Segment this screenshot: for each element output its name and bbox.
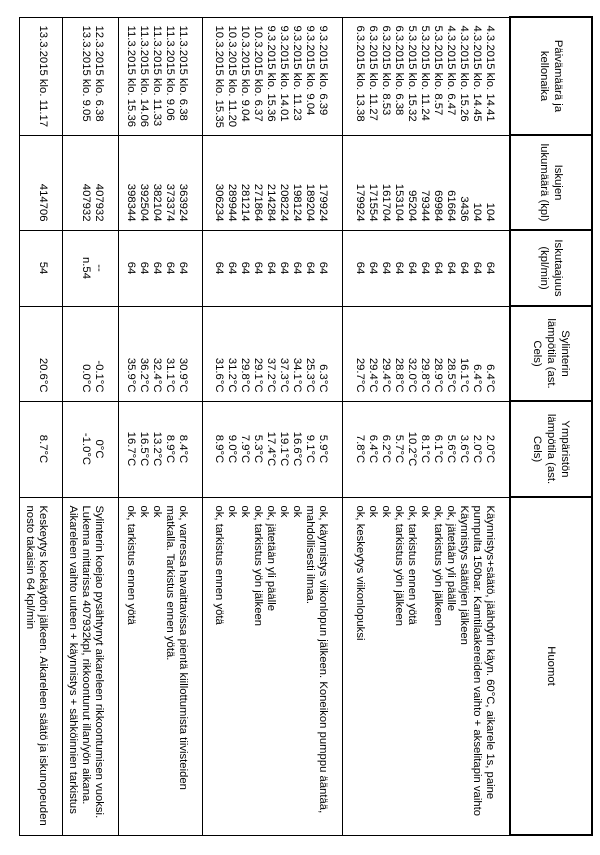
ambient-temp-cell: 13.2°C	[151, 431, 164, 467]
note-cell: ok, tarkistus yön jälkeen	[393, 505, 405, 627]
ambient-temp-cell	[23, 406, 36, 493]
cylinder-temp-cell: 29.8°C	[419, 357, 431, 393]
date-cell: 10.3.2015 klo. 6.37	[251, 25, 264, 122]
date-cell: 4.3.2015 klo. 6.47	[445, 25, 457, 116]
count-column-block	[62, 135, 118, 230]
note-cell: Käynnistys säätöjen jälkeen	[458, 505, 470, 645]
table-row-group	[62, 17, 118, 835]
ambient-temp-cell: 19.1°C	[277, 431, 290, 467]
rate-cell: 64	[432, 261, 444, 275]
ambient-temp-cell: 5.6°C	[445, 434, 457, 464]
cylinder-temp-cell: 29.4°C	[380, 357, 392, 393]
rate-cell: 64	[419, 261, 431, 275]
count-cell: 214284	[264, 183, 277, 222]
cylinder-temp-cell: 30.9°C	[177, 357, 190, 393]
count-cell: 3436	[458, 196, 470, 222]
count-column-block	[203, 135, 343, 230]
date-cell: 11.3.2015 klo. 14.06	[138, 25, 151, 128]
count-cell: 95204	[406, 190, 418, 222]
ambient-temp-cell: 8.7°C	[36, 434, 49, 464]
count-cell: 171554	[367, 183, 379, 222]
note-cell: ok, tarkistus ennen yötä	[212, 505, 225, 625]
date-cell: 5.3.2015 klo. 11.24	[419, 25, 431, 121]
date-cell	[23, 22, 36, 131]
note-cell: ok	[380, 505, 392, 518]
ambient-temp-cell: 0°C	[93, 439, 106, 459]
rate-cell: 64	[164, 261, 177, 275]
ambient-temp-cell: 5.3°C	[251, 434, 264, 464]
note-cell: Käynnistys+säätö, jäähdytin käyn. 60°C, aikarele 1s, paine	[484, 505, 496, 800]
cylinder-temp-cell: 6.4°C	[471, 364, 483, 393]
cylinder-temp-cell: 0.0°C	[80, 364, 93, 393]
count-cell: 179924	[316, 183, 329, 222]
ambient-temp-cell: 7.8°C	[354, 434, 366, 464]
note-cell: ok, jätetään yli päälle	[445, 505, 457, 612]
ambient-temp-cell: 9.1°C	[303, 434, 316, 464]
date-cell: 11.3.2015 klo. 11.33	[151, 25, 164, 127]
cylinder-temp-cell: 37.3°C	[277, 357, 290, 393]
rate-column-block	[119, 230, 203, 306]
rate-cell: 64	[303, 261, 316, 275]
rate-column-block	[203, 230, 343, 306]
note-cell: ok, tarkistus ennen yötä	[125, 505, 138, 625]
ambient-temp-cell: 5.7°C	[393, 434, 405, 464]
cylinder-temp-cell: 20.6°C	[36, 357, 49, 393]
count-column-block	[342, 135, 510, 230]
count-cell: 271864	[251, 183, 264, 222]
note-column-block	[20, 497, 63, 835]
note-cell: ok, käynnistys viikonlopun jälkeen. Koneikon pumppu ääntää,	[316, 505, 329, 814]
note-cell: ok, varressa havaittavissa pientä kiillottumista tiivisteiden	[177, 505, 190, 790]
date-cell: 9.3.2015 klo. 15.36	[264, 25, 277, 122]
date-column-block	[203, 17, 343, 135]
count-cell: 398344	[125, 183, 138, 222]
cylinder-temp-column-block	[20, 306, 63, 401]
note-cell: ok	[277, 505, 290, 518]
rate-cell: 64	[138, 261, 151, 275]
cylinder-temp-column-block	[342, 306, 510, 401]
count-cell: 363924	[177, 183, 190, 222]
header-rate: Iskutaajuus (kpl/min)	[510, 230, 592, 306]
date-cell	[66, 22, 79, 131]
date-cell: 11.3.2015 klo. 9.06	[164, 25, 177, 121]
date-cell: 6.3.2015 klo. 13.38	[354, 25, 366, 122]
note-cell: ok	[138, 505, 151, 518]
note-cell: mahdollisesti ilmaa.	[303, 505, 316, 605]
date-cell: 9.3.2015 klo. 14.01	[277, 25, 290, 122]
rate-cell: 64	[380, 261, 392, 275]
note-cell: ok	[367, 505, 379, 518]
ambient-temp-cell: 5.9°C	[316, 434, 329, 464]
note-cell: ok, tarkistus yön jälkeen	[251, 505, 264, 627]
count-cell: 414706	[36, 183, 49, 222]
date-cell: 5.3.2015 klo. 8.57	[432, 25, 444, 116]
note-cell: Keskeytys koekäytön jälkeen. Aikareleen säätö ja iskunopeuden	[36, 505, 49, 826]
cylinder-temp-cell: 31.6°C	[212, 357, 225, 393]
rate-cell: 64	[277, 261, 290, 275]
rate-cell: n.54	[80, 257, 93, 279]
ambient-temp-cell: 16.6°C	[290, 431, 303, 467]
rate-column-block	[20, 230, 63, 306]
cylinder-temp-cell: 31.1°C	[164, 357, 177, 393]
rate-cell: 64	[354, 261, 366, 275]
note-cell: ok, tarkistus ennen yötä	[406, 505, 418, 625]
note-cell: ok	[419, 505, 431, 518]
header-ambient-temp: Ympäristön lämpötila (ast. Cels)	[510, 401, 592, 497]
cylinder-temp-cell: 32.4°C	[151, 357, 164, 393]
table-row-group	[119, 17, 203, 835]
rate-cell: 64	[151, 261, 164, 275]
cylinder-temp-cell: 32.0°C	[406, 357, 418, 393]
cylinder-temp-cell: 16.1°C	[458, 357, 470, 393]
count-cell: 407932	[80, 183, 93, 222]
cylinder-temp-cell: 29.7°C	[354, 357, 366, 393]
ambient-temp-cell: 6.1°C	[432, 434, 444, 464]
cylinder-temp-cell: -0.1°C	[93, 360, 106, 393]
ambient-temp-cell: 8.4°C	[177, 434, 190, 464]
rate-cell: 64	[290, 261, 303, 275]
ambient-temp-cell: 2.0°C	[471, 434, 483, 464]
rate-cell: 64	[445, 261, 457, 275]
date-cell: 4.3.2015 klo. 14.45	[471, 25, 483, 122]
note-column-block	[62, 497, 118, 835]
cylinder-temp-cell: 37.2°C	[264, 357, 277, 393]
date-cell: 13.3.2015 klo. 9.05	[80, 25, 93, 122]
count-cell: 407932	[93, 183, 106, 222]
cylinder-temp-cell: 28.5°C	[445, 357, 457, 393]
header-notes: Huomot	[510, 497, 592, 835]
date-cell: 6.3.2015 klo. 6.38	[393, 25, 405, 116]
ambient-temp-cell	[66, 406, 79, 493]
table-body	[20, 17, 511, 835]
ambient-temp-column-block	[62, 401, 118, 497]
ambient-temp-column-block	[119, 401, 203, 497]
date-cell: 13.3.2015 klo. 11.17	[36, 25, 49, 128]
ambient-temp-cell: 16.7°C	[125, 431, 138, 467]
note-column-block	[203, 497, 343, 835]
count-column-block	[119, 135, 203, 230]
rate-cell: 64	[484, 261, 496, 275]
note-cell: Sylinterin koejao pysähtynyt aikareleen rikkoontumisen vuoksi.	[93, 505, 106, 819]
cylinder-temp-cell: 29.1°C	[251, 357, 264, 393]
rate-cell: --	[93, 264, 106, 272]
cylinder-temp-cell: 34.1°C	[290, 357, 303, 393]
header-count: Iskujen lukumäärä (kpl)	[510, 135, 592, 230]
cylinder-temp-column-block	[119, 306, 203, 401]
count-cell: 153104	[393, 183, 405, 222]
note-cell: ok, keskeytys viikonlopuksi	[354, 505, 366, 641]
date-cell: 4.3.2015 klo. 15.26	[458, 25, 470, 122]
cylinder-temp-cell: 36.2°C	[138, 357, 151, 393]
cylinder-temp-cell: 29.8°C	[238, 357, 251, 393]
ambient-temp-cell: 7.9°C	[238, 434, 251, 464]
ambient-temp-cell: 8.9°C	[164, 434, 177, 464]
rate-cell: 64	[393, 261, 405, 275]
date-cell: 9.3.2015 klo. 6.39	[316, 25, 329, 116]
rate-cell: 64	[238, 261, 251, 275]
cylinder-temp-cell: 6.3°C	[316, 364, 329, 393]
count-cell: 161704	[380, 183, 392, 222]
count-cell: 198124	[290, 183, 303, 222]
date-cell: 10.3.2015 klo. 15.35	[212, 25, 225, 128]
rate-cell	[23, 235, 36, 302]
date-cell: 5.3.2015 klo. 15.32	[406, 25, 418, 122]
date-cell: 9.3.2015 klo. 9.04	[303, 25, 316, 116]
count-cell: 392504	[138, 183, 151, 222]
rate-cell: 64	[471, 261, 483, 275]
count-cell: 179924	[354, 183, 366, 222]
date-column-block	[62, 17, 118, 135]
count-cell	[66, 140, 79, 226]
note-column-block	[119, 497, 203, 835]
cylinder-temp-cell: 29.4°C	[367, 357, 379, 393]
note-cell: ok	[238, 505, 251, 518]
cylinder-temp-cell: 28.8°C	[393, 357, 405, 393]
count-cell: 281214	[238, 183, 251, 222]
count-cell: 208224	[277, 183, 290, 222]
table-row-group	[203, 17, 343, 835]
rate-cell: 64	[125, 261, 138, 275]
ambient-temp-cell: 2.0°C	[484, 434, 496, 464]
cylinder-temp-cell: 6.4°C	[484, 364, 496, 393]
rate-cell: 64	[316, 261, 329, 275]
note-cell: pumpulta 150bar. Kamtilaakereiden vaihto + akselitapin vaihto	[471, 505, 483, 817]
count-cell: 289944	[225, 183, 238, 222]
date-cell: 6.3.2015 klo. 11.27	[367, 25, 379, 121]
cylinder-temp-column-block	[62, 306, 118, 401]
header-cylinder-temp: Sylinterin lämpötila (ast. Cels)	[510, 306, 592, 401]
note-cell: ok, tarkistus yön jälkeen	[432, 505, 444, 627]
rate-cell	[66, 235, 79, 302]
cylinder-temp-cell: 28.9°C	[432, 357, 444, 393]
ambient-temp-cell: 8.9°C	[212, 434, 225, 464]
note-column-block	[342, 497, 510, 835]
ambient-temp-cell: 9.0°C	[225, 434, 238, 464]
count-cell: 189204	[303, 183, 316, 222]
rate-cell: 64	[251, 261, 264, 275]
cylinder-temp-cell	[66, 311, 79, 397]
note-cell: matkalla. Tarkistus ennen yötä.	[164, 505, 177, 661]
count-cell: 61664	[445, 190, 457, 222]
ambient-temp-cell: 10.2°C	[406, 431, 418, 467]
count-cell: 373374	[164, 183, 177, 222]
date-cell: 4.3.2015 klo. 14.41	[484, 25, 496, 122]
note-cell: ok	[225, 505, 238, 518]
cylinder-temp-cell	[23, 311, 36, 397]
date-cell: 10.3.2015 klo. 9.04	[238, 25, 251, 122]
ambient-temp-cell: 8.1°C	[419, 434, 431, 464]
date-cell: 10.3.2015 klo. 11.20	[225, 25, 238, 128]
table-row-group	[20, 17, 63, 835]
ambient-temp-cell: 3.6°C	[458, 434, 470, 464]
count-cell: 104	[484, 202, 496, 222]
date-column-block	[20, 17, 63, 135]
count-cell: 79344	[419, 190, 431, 222]
rate-cell: 64	[406, 261, 418, 275]
cylinder-temp-cell: 31.2°C	[225, 357, 238, 393]
ambient-temp-cell: 6.4°C	[367, 434, 379, 464]
rate-column-block	[62, 230, 118, 306]
table-header-row	[510, 17, 592, 835]
date-cell: 9.3.2015 klo. 11.23	[290, 25, 303, 121]
rate-column-block	[342, 230, 510, 306]
ambient-temp-cell: 16.5°C	[138, 431, 151, 467]
rate-cell: 64	[225, 261, 238, 275]
note-cell: Aikareleen vaihto uuteen + käynnistys + sähköinnien tarkistus	[67, 505, 80, 814]
cylinder-temp-column-block	[203, 306, 343, 401]
date-cell: 12.3.2015 klo. 6.38	[93, 25, 106, 122]
count-cell: 104	[471, 202, 483, 222]
date-cell: 11.3.2015 klo. 6.38	[177, 25, 190, 121]
date-column-block	[119, 17, 203, 135]
count-cell	[23, 140, 36, 226]
table-row-group	[342, 17, 510, 835]
rate-cell: 64	[177, 261, 190, 275]
count-cell: 382104	[151, 183, 164, 222]
test-log-table	[19, 16, 593, 836]
note-cell: ok	[151, 505, 164, 518]
note-cell: nosto takaisin 64 kpl/min	[23, 505, 36, 630]
ambient-temp-cell: -1.0°C	[80, 432, 93, 466]
count-cell: 306234	[212, 183, 225, 222]
date-cell: 11.3.2015 klo. 15.36	[125, 25, 138, 128]
rate-cell: 64	[367, 261, 379, 275]
header-date: Päivämäärä ja kellonaika	[510, 17, 592, 135]
ambient-temp-cell: 6.2°C	[380, 434, 392, 464]
ambient-temp-cell: 17.4°C	[264, 431, 277, 467]
note-cell: ok	[290, 505, 303, 518]
rate-cell: 64	[264, 261, 277, 275]
ambient-temp-column-block	[342, 401, 510, 497]
count-column-block	[20, 135, 63, 230]
date-cell: 6.3.2015 klo. 8.53	[380, 25, 392, 116]
count-cell: 69984	[432, 190, 444, 222]
rate-cell: 54	[36, 261, 49, 275]
ambient-temp-column-block	[203, 401, 343, 497]
date-column-block	[342, 17, 510, 135]
ambient-temp-column-block	[20, 401, 63, 497]
rate-cell: 64	[458, 261, 470, 275]
cylinder-temp-cell: 25.3°C	[303, 357, 316, 393]
note-cell: Lukema mittarissa 407932kpl, rikkoontunut illan/yön aikana.	[80, 505, 93, 805]
note-cell: ok, jätetään yli päälle	[264, 505, 277, 612]
cylinder-temp-cell: 35.9°C	[125, 357, 138, 393]
rate-cell: 64	[212, 261, 225, 275]
